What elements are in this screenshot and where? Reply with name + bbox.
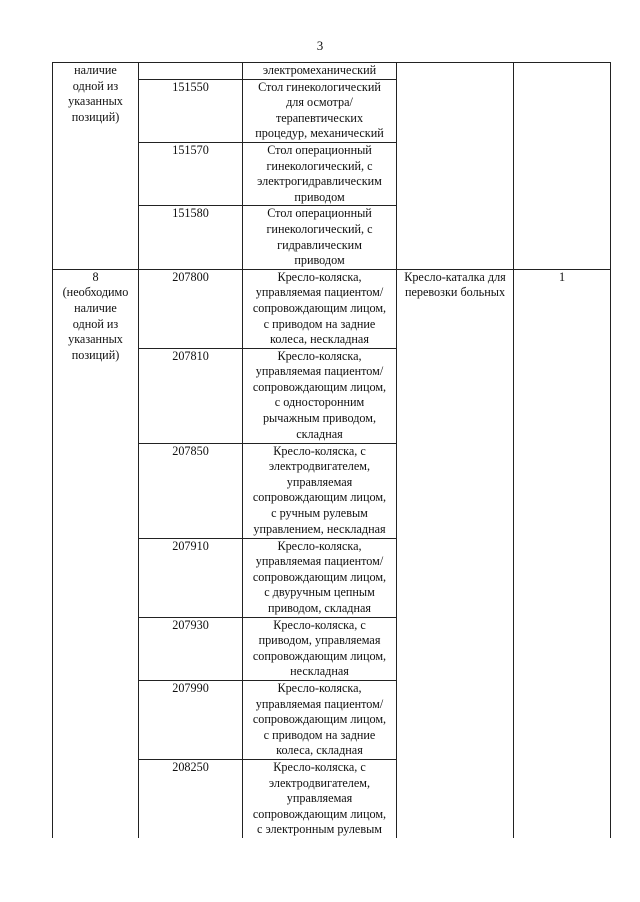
description-cell: Стол операционный гинекологический, с электрогидравлическим приводом <box>243 142 397 205</box>
description-cell: Кресло-коляска, с приводом, управляемая сопровождающим лицом, нескладная <box>243 617 397 680</box>
code-cell: 151550 <box>139 79 243 142</box>
page-number: 3 <box>316 38 324 53</box>
group-label: 8 (необходимо наличие одной из указанных позиций) <box>53 269 139 838</box>
code-cell: 207910 <box>139 538 243 617</box>
description-cell: Кресло-коляска, с электродвигателем, управляемая сопровождающим лицом, с ручным рулевым управлением, нескладная <box>243 443 397 538</box>
code-cell: 151580 <box>139 206 243 269</box>
description-cell: Кресло-коляска, управляемая пациентом/ сопровождающим лицом, с односторонним рычажным приводом, складная <box>243 348 397 443</box>
description-cell: Кресло-коляска, управляемая пациентом/ сопровождающим лицом, с приводом на задние колеса, нескладная <box>243 269 397 348</box>
equipment-cell: Кресло-каталка для перевозки больных <box>397 269 514 838</box>
code-cell: 151570 <box>139 142 243 205</box>
quantity-cell <box>514 63 611 270</box>
code-cell: 207850 <box>139 443 243 538</box>
table-row <box>53 63 611 80</box>
group-label: наличие одной из указанных позиций) <box>53 63 139 270</box>
description-cell <box>243 760 397 838</box>
description-cell: Кресло-коляска, управляемая пациентом/ сопровождающим лицом, с двуручным цепным приводом, складная <box>243 538 397 617</box>
description-cell: Кресло-коляска, управляемая пациентом/ сопровождающим лицом, с приводом на задние колеса, складная <box>243 681 397 760</box>
code-cell: 207990 <box>139 681 243 760</box>
code-cell: 207800 <box>139 269 243 348</box>
table-row <box>53 269 611 348</box>
description-cell: электромеханический <box>243 63 397 80</box>
code-cell: 207930 <box>139 617 243 680</box>
description-text: Кресло-коляска, с электродвигателем, управляемая сопровождающим лицом, с электронным рулевым <box>252 760 387 837</box>
equipment-table <box>52 62 611 838</box>
code-cell <box>139 63 243 80</box>
equipment-cell <box>397 63 514 270</box>
description-cell: Стол операционный гинекологический, с гидравлическим приводом <box>243 206 397 269</box>
code-cell: 207810 <box>139 348 243 443</box>
description-cell: Стол гинекологический для осмотра/ терапевтических процедур, механический <box>243 79 397 142</box>
code-cell: 208250 <box>139 760 243 838</box>
quantity-cell: 1 <box>514 269 611 838</box>
